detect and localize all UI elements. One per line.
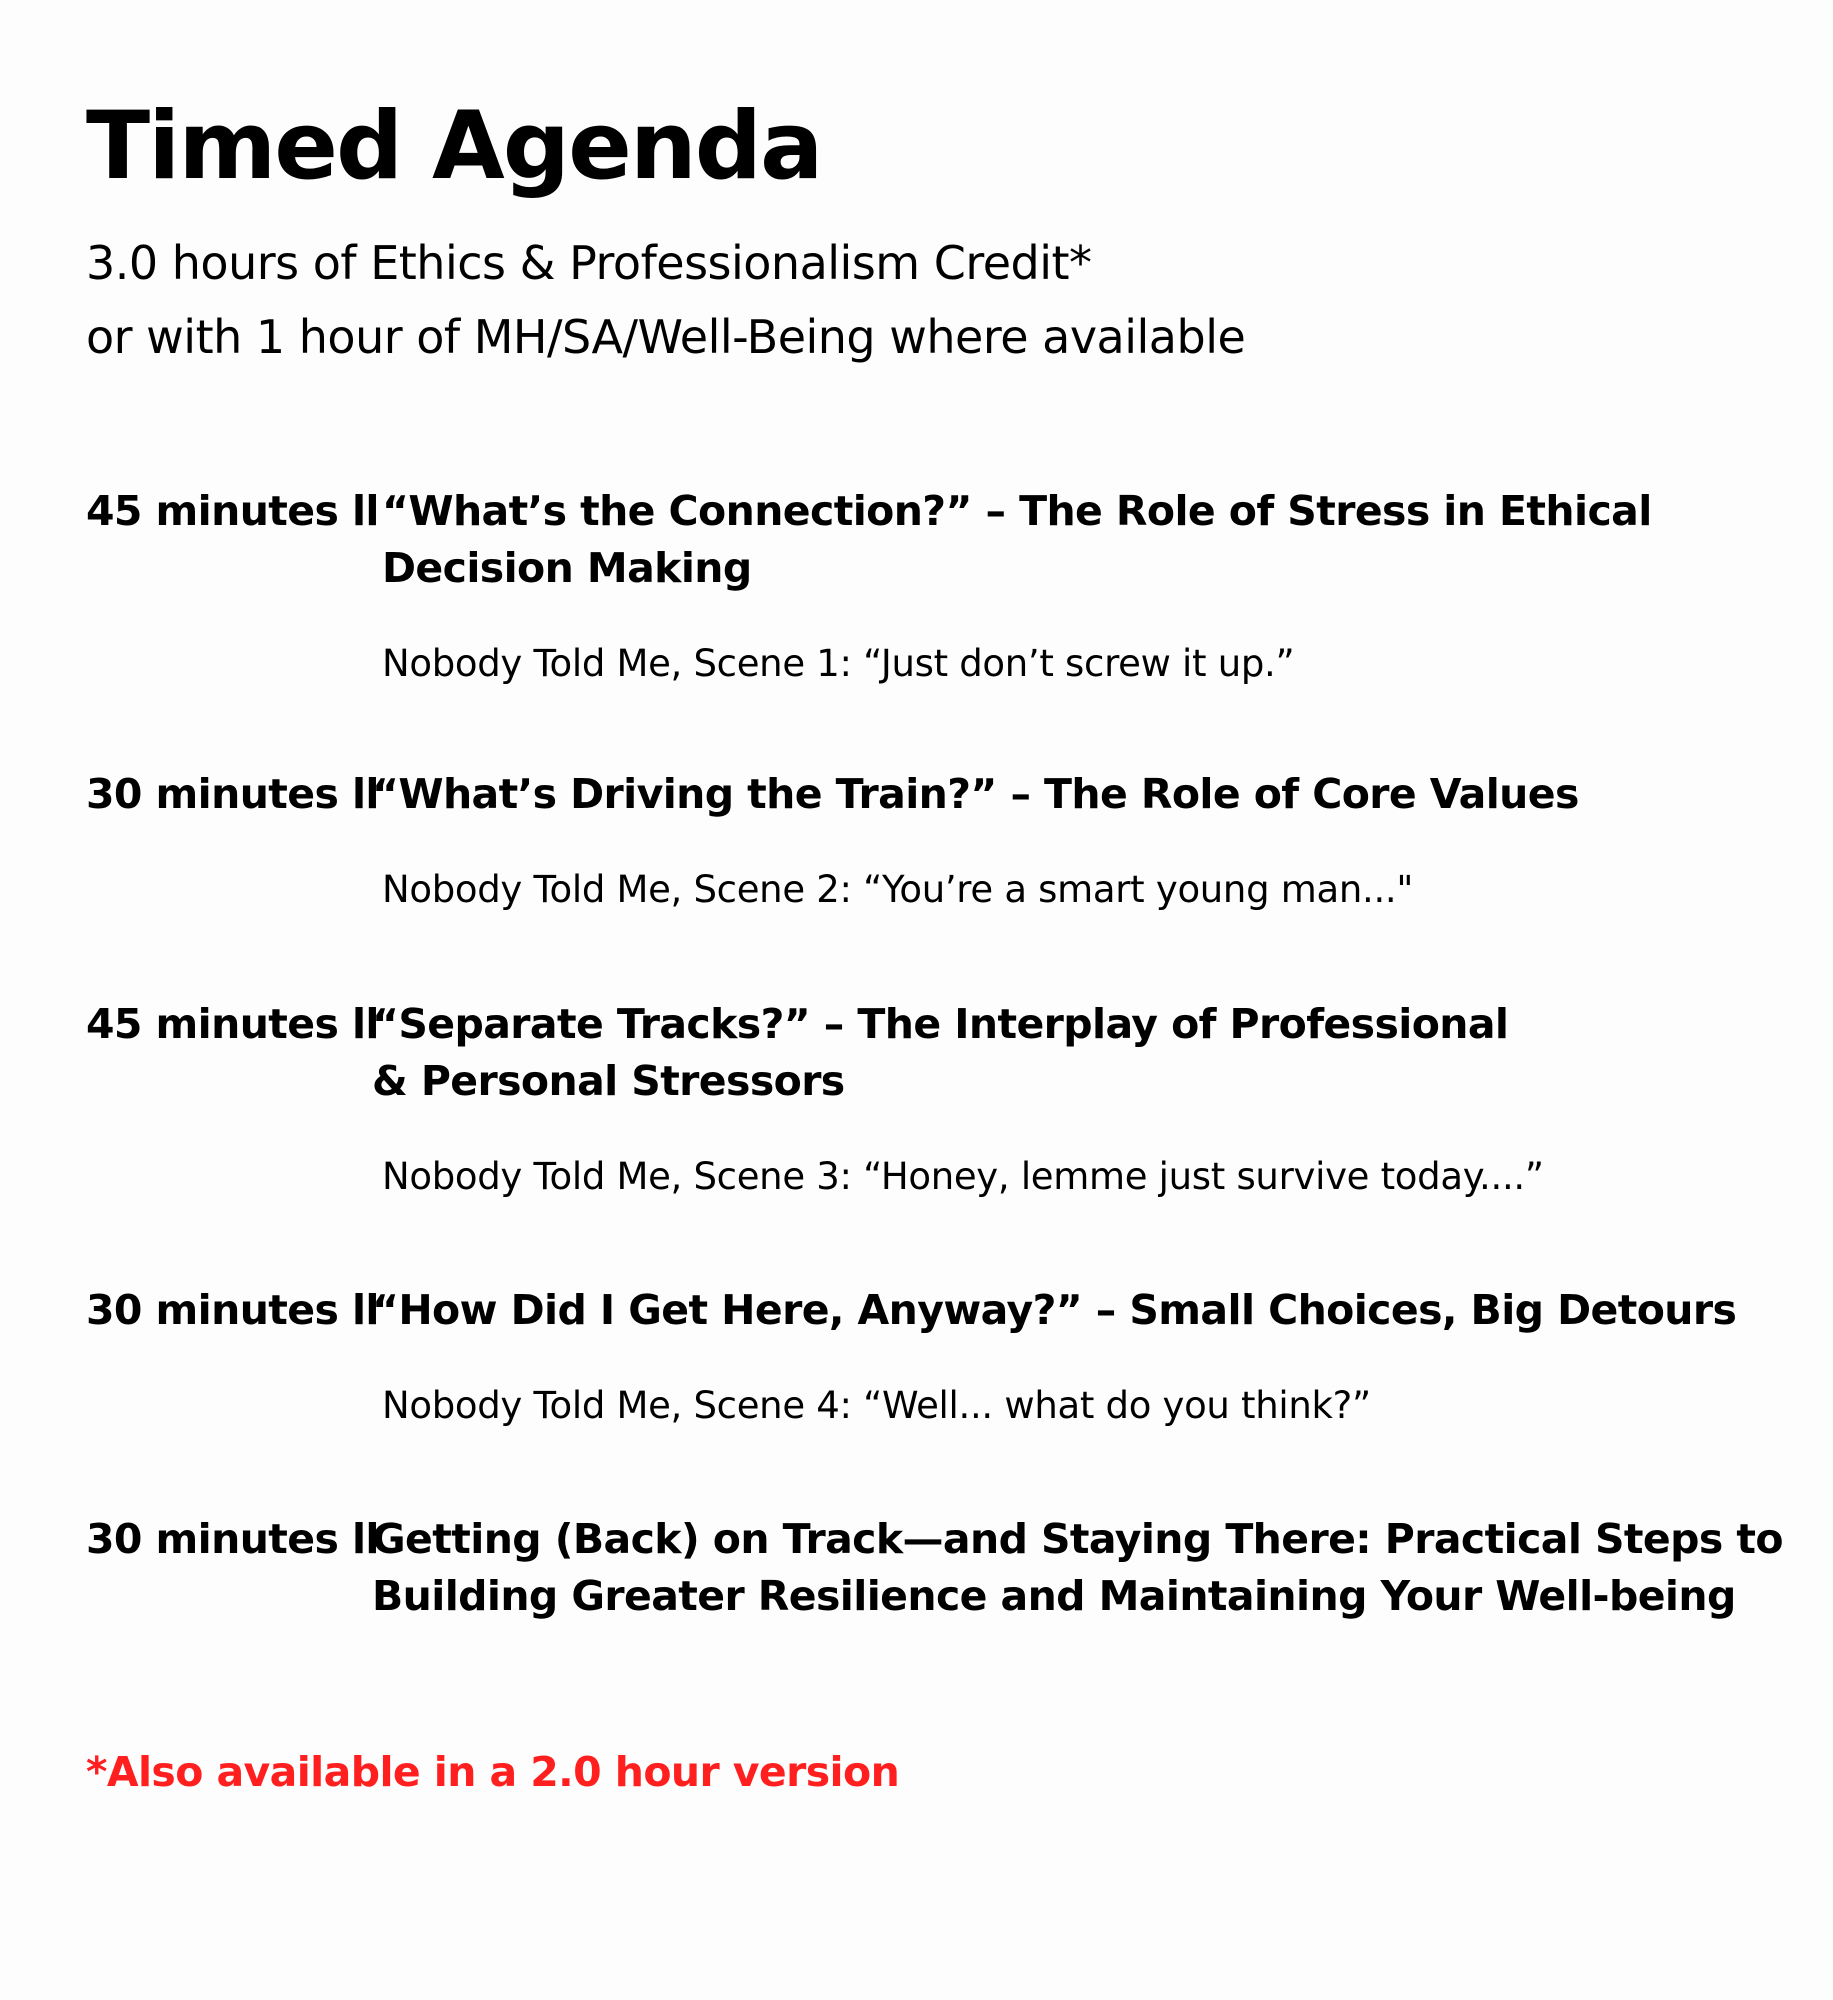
agenda-title: “What’s Driving the Train?” – The Role of Core Values [372, 770, 1579, 818]
wellbeing-subtitle: or with 1 hour of MH/SA/Well-Being where available [86, 310, 1246, 364]
agenda-duration: 45 minutes ll [86, 1000, 379, 1048]
agenda-item [86, 1282, 1786, 1428]
agenda-title: “Separate Tracks?” – The Interplay of Professional & Personal Stressors [372, 1000, 1509, 1105]
agenda-item [86, 766, 1786, 912]
agenda-duration: 45 minutes ll [86, 487, 379, 535]
agenda-scene: Nobody Told Me, Scene 2: “You’re a smart young man..." [382, 868, 1414, 911]
agenda-item [86, 996, 1786, 1199]
agenda-item-header [86, 1282, 1786, 1339]
agenda-item [86, 1511, 1786, 1625]
agenda-item-header [86, 1511, 1786, 1625]
agenda-duration: 30 minutes ll [86, 770, 379, 818]
agenda-scene: Nobody Told Me, Scene 4: “Well... what do you think?” [382, 1384, 1371, 1427]
footnote: *Also available in a 2.0 hour version [86, 1748, 900, 1796]
credit-subtitle: 3.0 hours of Ethics & Professionalism Credit* [86, 236, 1092, 290]
agenda-duration: 30 minutes ll [86, 1286, 379, 1334]
agenda-title: Getting (Back) on Track—and Staying There: Practical Steps to Building Greater Resilience and Maintaining Your Well-being [372, 1515, 1783, 1620]
agenda-item-header [86, 766, 1786, 823]
agenda-title: “What’s the Connection?” – The Role of Stress in Ethical Decision Making [382, 487, 1652, 592]
agenda-scene: Nobody Told Me, Scene 1: “Just don’t screw it up.” [382, 642, 1295, 685]
agenda-item-header [86, 996, 1786, 1110]
agenda-item [86, 483, 1786, 686]
agenda-item-header [86, 483, 1786, 597]
agenda-scene: Nobody Told Me, Scene 3: “Honey, lemme just survive today....” [382, 1155, 1544, 1198]
agenda-title: “How Did I Get Here, Anyway?” – Small Choices, Big Detours [372, 1286, 1737, 1334]
agenda-duration: 30 minutes ll [86, 1515, 379, 1563]
page-title: Timed Agenda [86, 92, 822, 201]
